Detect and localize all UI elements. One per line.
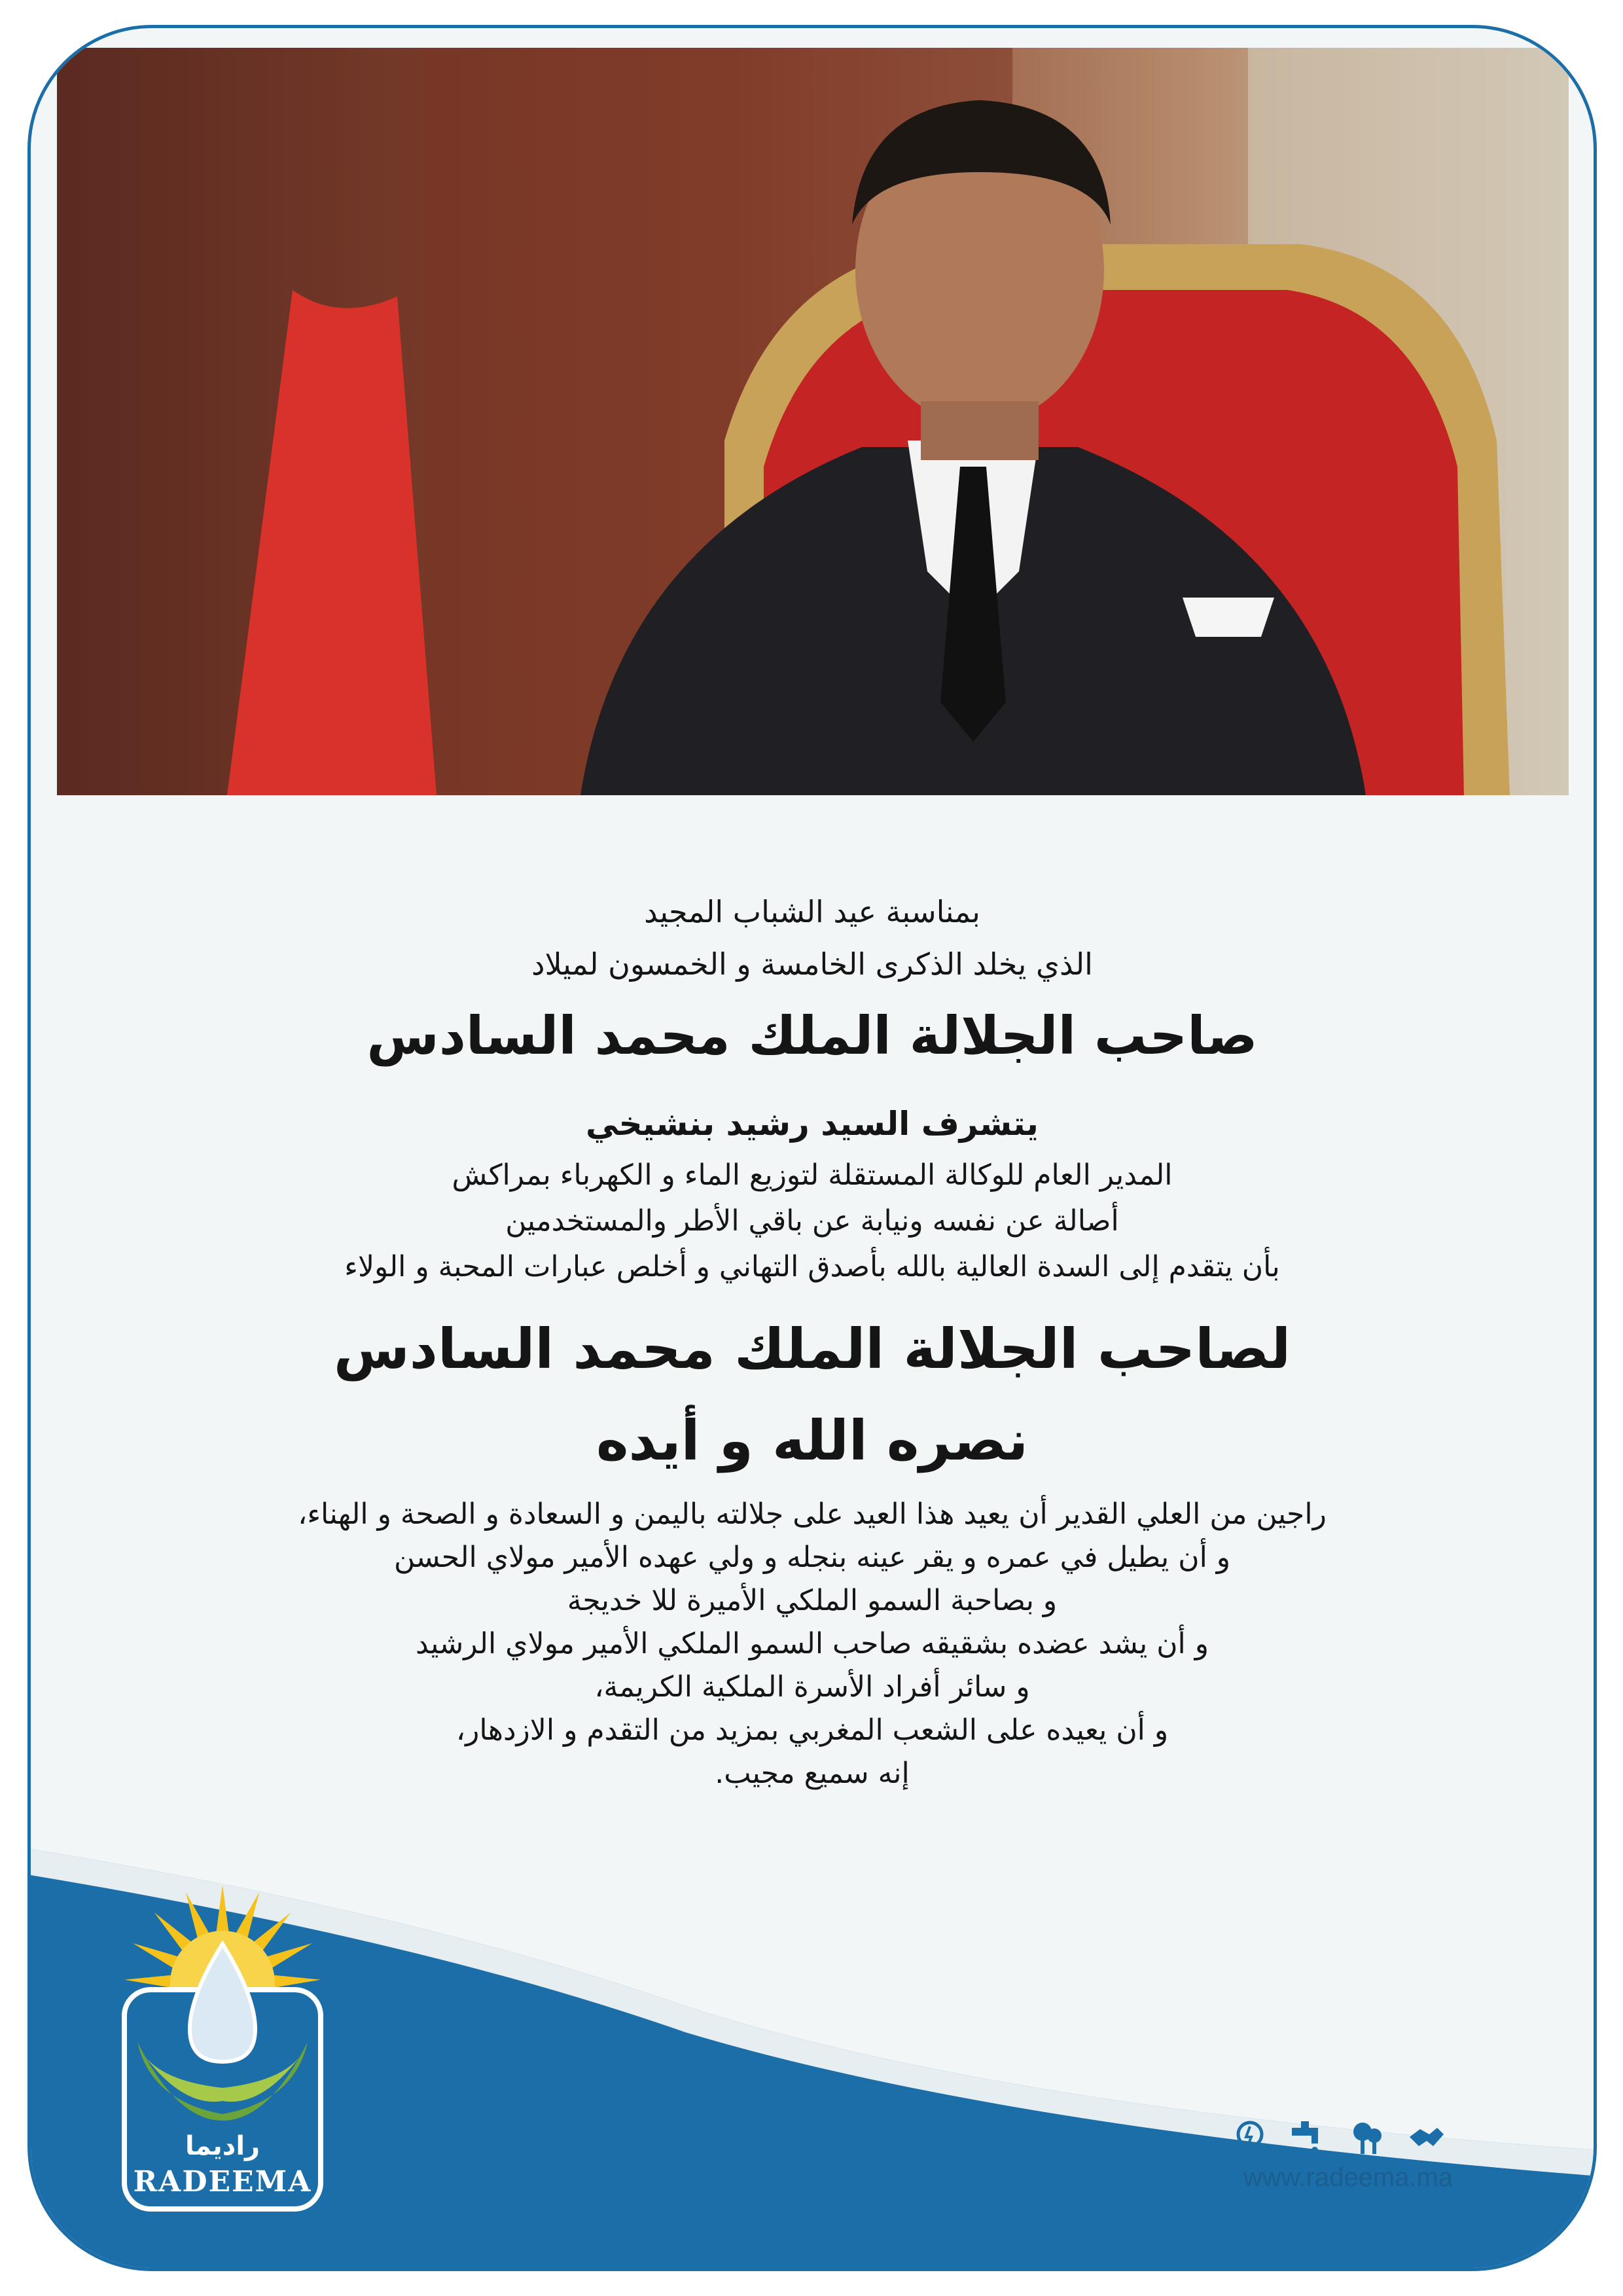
tree-icon	[1348, 2117, 1387, 2157]
director-role: المدير العام للوكالة المستقلة لتوزيع الماء و الكهرباء بمراكش	[452, 1158, 1173, 1192]
king-title-heading: صاحب الجلالة الملك محمد السادس	[366, 1005, 1258, 1066]
wish-line-4: و أن يشد عضده بشقيقه صاحب السمو الملكي الأمير مولاي الرشيد	[416, 1627, 1209, 1660]
wish-line-1: راجين من العلي القدير أن يعيد هذا العيد على جلالته باليمن و السعادة و الصحة و الهناء،	[298, 1498, 1327, 1531]
service-icons	[1230, 2117, 1466, 2163]
wish-line-5: و سائر أفراد الأسرة الملكية الكريمة،	[594, 1670, 1030, 1704]
closing-line: إنه سميع مجيب.	[715, 1757, 910, 1790]
website-url[interactable]: www.radeema.ma	[1243, 2163, 1454, 2192]
greetings-line: بأن يتقدم إلى السدة العالية بالله بأصدق التهاني و أخلص عبارات المحبة و الولاء	[344, 1250, 1280, 1283]
water-tap-icon	[1289, 2117, 1329, 2157]
blessing-heading: نصره الله و أيده	[596, 1408, 1029, 1473]
lightbulb-icon	[1230, 2117, 1270, 2157]
logo-latin-text: RADEEMA	[133, 2165, 312, 2198]
radeema-logo	[98, 1885, 347, 2212]
handshake-icon	[1407, 2117, 1446, 2157]
director-name: يتشرف السيد رشيد بنشيخي	[586, 1105, 1039, 1143]
portrait-photo	[57, 48, 1569, 795]
logo-arabic-text: راديما	[185, 2131, 260, 2161]
wish-line-6: و أن يعيده على الشعب المغربي بمزيد من التقدم و الازدهار،	[455, 1713, 1169, 1747]
king-dedication-heading: لصاحب الجلالة الملك محمد السادس	[333, 1317, 1291, 1381]
occasion-line: بمناسبة عيد الشباب المجيد	[644, 894, 980, 929]
message-body	[31, 886, 1594, 1795]
anniversary-line: الذي يخلد الذكرى الخامسة و الخمسون لميلاد	[531, 946, 1093, 982]
wish-line-2: و أن يطيل في عمره و يقر عينه بنجله و ولي عهده الأمير مولاي الحسن	[393, 1541, 1231, 1574]
on-behalf-line: أصالة عن نفسه ونيابة عن باقي الأطر والمستخدمين	[505, 1204, 1119, 1238]
wish-line-3: و بصاحبة السمو الملكي الأميرة للا خديجة	[567, 1584, 1058, 1617]
